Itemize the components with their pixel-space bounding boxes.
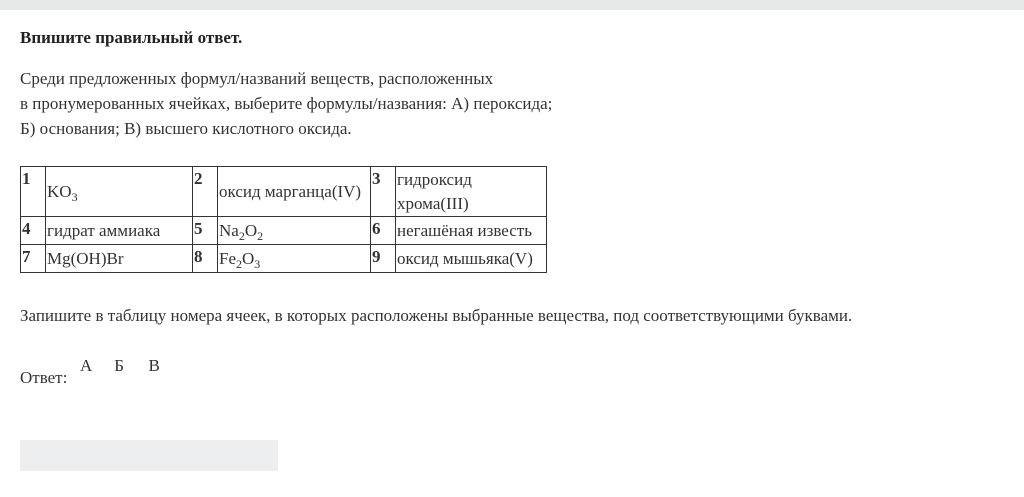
formula-subscript: 2 [257,228,264,243]
question-text [20,66,552,141]
cell-substance: гидрат аммиака [46,217,193,245]
formula-element: O [242,248,255,268]
formula-text: KO [47,181,72,201]
cell-substance: негашёная известь [396,217,547,245]
cell-substance: оксид мышьяка(V) [396,245,547,273]
cell-number: 8 [193,245,218,273]
formula-subscript: 2 [238,228,245,243]
cell-number: 9 [371,245,396,273]
table-row [21,217,547,245]
formula-element: Fe [219,248,236,268]
question-title: Впишите правильный ответ. [20,28,243,47]
cell-substance: гидроксид хрома(III) [396,167,547,217]
cell-number: 3 [371,167,396,217]
table-row [21,245,547,273]
substances-table [20,166,547,273]
answer-letter-a: А [80,356,93,375]
question-text-line: в пронумерованных ячейках, выберите формулы/названия: А) пероксида; [20,94,553,113]
answer-letters [80,356,179,376]
cell-substance [218,217,371,245]
formula-element: O [244,220,258,240]
formula-element: Na [219,220,239,240]
cell-substance: оксид марганца(IV) [218,167,371,217]
cell-number: 4 [21,217,46,245]
question-text-line: Среди предложенных формул/названий веществ, расположенных [20,69,494,88]
cell-substance [46,167,193,217]
question-text-line: Б) основания; В) высшего кислотного оксида. [20,119,352,138]
task-instruction: Запишите в таблицу номера ячеек, в которых расположены выбранные вещества, под соответствующими буквами. [20,306,853,325]
answer-letter-v: В [148,356,160,375]
formula-subscript: 3 [254,256,261,271]
cell-number: 6 [371,217,396,245]
table-row [21,167,547,217]
cell-number: 2 [193,167,218,217]
formula-subscript: 2 [236,256,242,271]
answer-letter-b: Б [114,356,125,375]
cell-number: 1 [21,167,46,217]
cell-substance: Mg(OH)Br [46,245,193,273]
answer-label: Ответ: [20,368,68,387]
cell-number: 7 [21,245,46,273]
top-bar [0,0,1024,10]
cell-number: 5 [193,217,218,245]
cell-substance [218,245,371,273]
answer-input[interactable] [20,440,278,471]
formula-subscript: 3 [71,189,78,204]
